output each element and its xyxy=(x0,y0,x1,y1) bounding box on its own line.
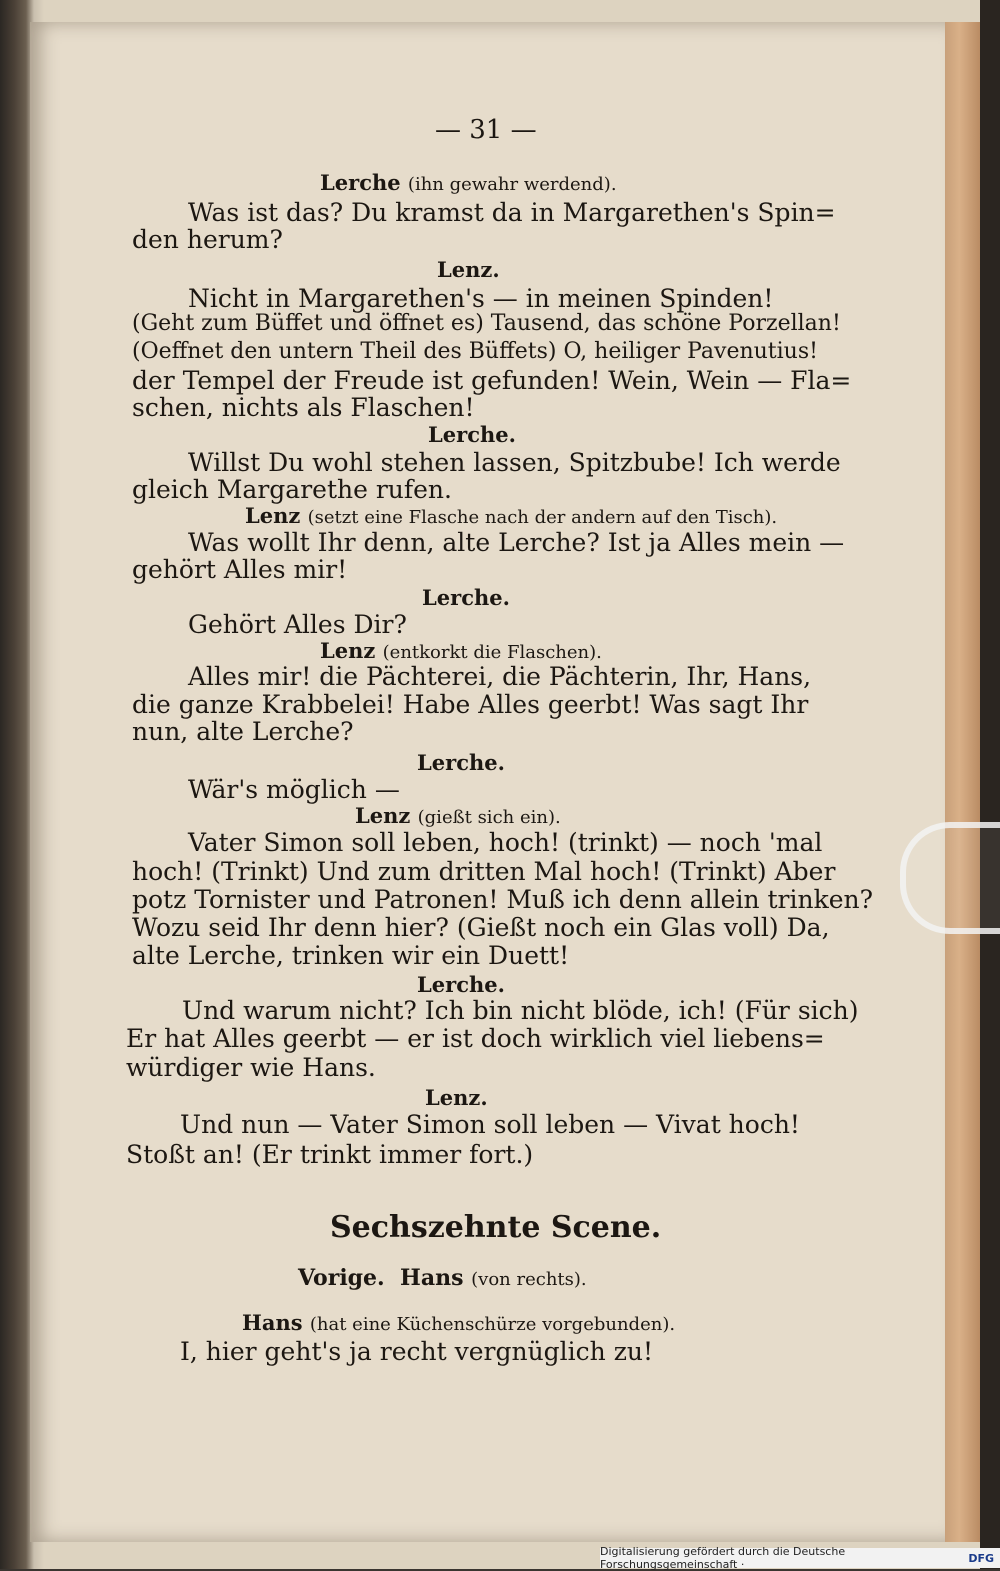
text-line: Was wollt Ihr denn, alte Lerche? Ist ja Alles mein — xyxy=(188,528,845,557)
text-line: gleich Margarethe rufen. xyxy=(132,475,452,504)
stage-direction: (von rechts). xyxy=(471,1269,587,1290)
page-clip-icon xyxy=(900,822,1000,934)
stage-direction: (setzt eine Flasche nach der andern auf den Tisch). xyxy=(307,507,778,528)
digitization-footer xyxy=(600,1545,1000,1571)
speaker-name: Lenz xyxy=(320,638,376,663)
text-line: potz Tornister und Patronen! Muß ich denn allein trinken? xyxy=(132,885,874,914)
speaker-name: Lenz xyxy=(355,803,411,828)
text-line: Stoßt an! (Er trinkt immer fort.) xyxy=(126,1140,534,1169)
text-line: I, hier geht's ja recht vergnüglich zu! xyxy=(180,1337,654,1366)
scene-title: Sechszehnte Scene. xyxy=(330,1210,662,1245)
cast-list xyxy=(298,1265,587,1291)
speaker-heading xyxy=(245,503,777,528)
cast-name: Hans xyxy=(400,1265,464,1291)
text-line: Er hat Alles geerbt — er ist doch wirklich viel liebens= xyxy=(126,1024,825,1053)
stage-direction: (ihn gewahr werdend). xyxy=(407,174,617,195)
text-line: würdiger wie Hans. xyxy=(126,1053,376,1082)
text-line: Willst Du wohl stehen lassen, Spitzbube! Ich werde xyxy=(188,448,841,477)
text-line: (Geht zum Büffet und öffnet es) Tausend, das schöne Porzellan! xyxy=(132,311,841,336)
speaker-heading xyxy=(355,803,561,828)
text-line: der Tempel der Freude ist gefunden! Wein, Wein — Fla= xyxy=(132,366,852,395)
text-line: die ganze Krabbelei! Habe Alles geerbt! Was sagt Ihr xyxy=(132,690,809,719)
speaker-heading xyxy=(320,638,602,663)
stage-direction: (entkorkt die Flaschen). xyxy=(382,642,602,663)
scanner-border xyxy=(980,0,1000,1569)
stage-direction: (gießt sich ein). xyxy=(417,807,561,828)
text-line: Was ist das? Du kramst da in Margarethen's Spin= xyxy=(188,198,836,227)
footer-text: Digitalisierung gefördert durch die Deutsche Forschungsgemeinschaft · xyxy=(600,1545,846,1571)
text-line: Und warum nicht? Ich bin nicht blöde, ich! (Für sich) xyxy=(182,996,859,1025)
speaker-heading: Lerche. xyxy=(417,750,505,775)
speaker-heading xyxy=(320,170,617,195)
dfg-logo: DFG xyxy=(968,1551,994,1565)
page-fore-edge xyxy=(945,22,981,1542)
speaker-heading xyxy=(242,1310,675,1335)
text-line: Nicht in Margarethen's — in meinen Spinden! xyxy=(188,284,774,313)
text-line: gehört Alles mir! xyxy=(132,555,348,584)
text-line: den herum? xyxy=(132,225,283,254)
text-line: Vater Simon soll leben, hoch! (trinkt) — noch 'mal xyxy=(188,828,823,857)
speaker-name: Lenz xyxy=(245,503,301,528)
text-line: Wär's möglich — xyxy=(188,775,400,804)
speaker-name: Lerche xyxy=(320,170,401,195)
stage-direction: (hat eine Küchenschürze vorgebunden). xyxy=(309,1314,676,1335)
speaker-name: Hans xyxy=(242,1310,303,1335)
speaker-heading: Lenz. xyxy=(425,1085,488,1110)
text-line: alte Lerche, trinken wir ein Duett! xyxy=(132,941,570,970)
text-line: (Oeffnet den untern Theil des Büffets) O, heiliger Pavenutius! xyxy=(132,339,818,364)
speaker-heading: Lerche. xyxy=(428,422,516,447)
page-number: — 31 — xyxy=(435,115,537,145)
speaker-heading: Lerche. xyxy=(417,972,505,997)
cast-label: Vorige. xyxy=(298,1265,385,1291)
text-line: Wozu seid Ihr denn hier? (Gießt noch ein Glas voll) Da, xyxy=(132,913,830,942)
text-line: Alles mir! die Pächterei, die Pächterin, Ihr, Hans, xyxy=(188,662,812,691)
text-line: nun, alte Lerche? xyxy=(132,717,354,746)
text-line: Und nun — Vater Simon soll leben — Vivat hoch! xyxy=(180,1110,800,1139)
text-line: hoch! (Trinkt) Und zum dritten Mal hoch! (Trinkt) Aber xyxy=(132,857,836,886)
speaker-heading: Lenz. xyxy=(437,257,500,282)
speaker-heading: Lerche. xyxy=(422,585,510,610)
text-line: Gehört Alles Dir? xyxy=(188,610,407,639)
text-line: schen, nichts als Flaschen! xyxy=(132,393,475,422)
